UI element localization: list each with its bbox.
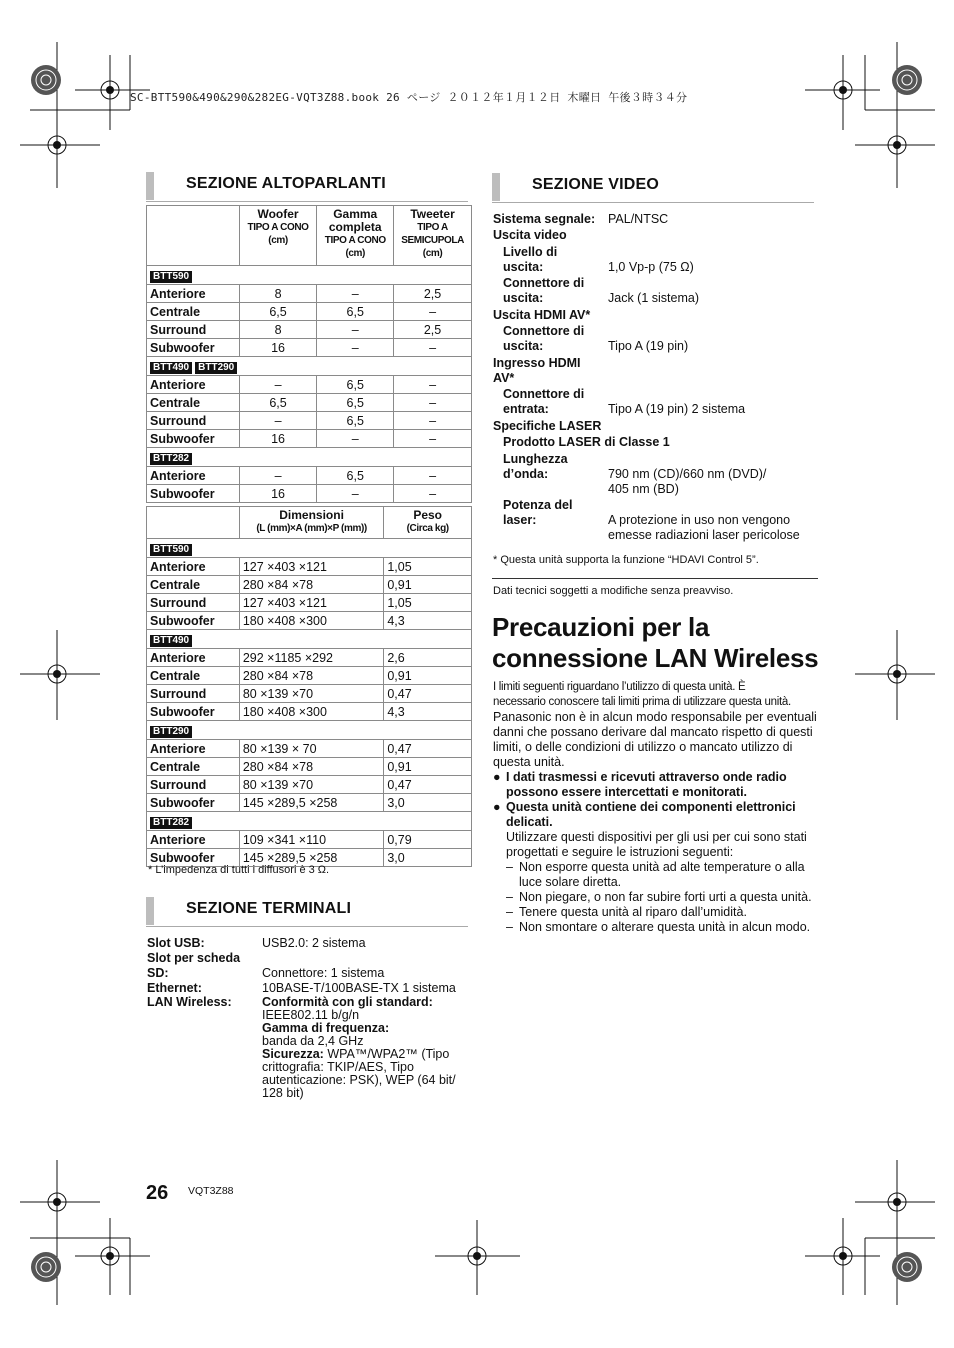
lan-title-line1: Precauzioni per la — [492, 612, 710, 642]
heading-bar — [492, 173, 500, 201]
lan-title-line2: connessione LAN Wireless — [492, 643, 819, 673]
spec-label: Ethernet: — [147, 981, 202, 995]
terminals-specs — [147, 936, 477, 1106]
spec-value: crittografia: TKIP/AES, Tipo — [262, 1060, 414, 1074]
col-dimensions: Dimensioni (L (mm)×A (mm)×P (mm)) — [239, 507, 384, 539]
spec-label: Livello di — [503, 245, 558, 259]
spec-label: Specifiche LASER — [493, 419, 602, 433]
heading-rule — [146, 201, 468, 202]
video-heading-text: SEZIONE VIDEO — [532, 176, 660, 193]
spec-label: Connettore di — [503, 324, 585, 338]
dash-item: – Non smontare o alterare questa unità in alcun modo. — [506, 920, 811, 934]
bullet-item: ● I dati trasmessi e ricevuti attraverso onde radio possono essere intercettati e monitorati. — [493, 770, 787, 799]
spec-notice: Dati tecnici soggetti a modifiche senza preavviso. — [493, 585, 734, 597]
table-row: Anteriore 127 ×403 ×121 1,05 — [147, 558, 472, 576]
table-row: Centrale 6,5 6,5 – — [147, 394, 472, 412]
col-woofer: Woofer TIPO A CONO (cm) — [239, 206, 317, 266]
video-specs — [493, 212, 823, 547]
terminals-heading-text: SEZIONE TERMINALI — [186, 900, 352, 917]
impedance-footnote: * L’impedenza di tutti i diffusori è 3 Ω. — [148, 864, 330, 876]
spec-value: A protezione in uso non vengono — [608, 513, 791, 527]
model-badge: BTT490 — [150, 635, 192, 647]
spec-label: Connettore di — [503, 387, 585, 401]
spec-sublabel: Gamma di frequenza: — [262, 1021, 390, 1035]
spec-label: Potenza del — [503, 498, 573, 512]
spec-value: 1,0 Vp-p (75 Ω) — [608, 260, 694, 274]
intro-line: necessario conoscere tali limiti prima di utilizzare questa unità. — [493, 696, 791, 708]
model-badge: BTT590 — [150, 544, 192, 556]
bullet-item: ● Questa unità contiene dei componenti elettronici delicati. — [493, 800, 796, 829]
spec-label: LAN Wireless: — [147, 995, 232, 1009]
spec-value: WPA™/WPA2™ (Tipo — [327, 1047, 450, 1061]
model-badge: BTT590 — [150, 271, 192, 283]
table-row: Centrale 6,5 6,5 – — [147, 303, 472, 321]
speaker-table — [146, 205, 472, 503]
table-row: Subwoofer 16 – – — [147, 339, 472, 357]
table-row: Subwoofer 180 ×408 ×300 4,3 — [147, 612, 472, 630]
table-row: Surround 8 – 2,5 — [147, 321, 472, 339]
heading-bar — [146, 897, 154, 925]
spec-label: SD: — [147, 966, 169, 980]
heading-rule — [492, 202, 814, 203]
table-row: Subwoofer 16 – – — [147, 430, 472, 448]
table-row: Surround 80 ×139 ×70 0,47 — [147, 685, 472, 703]
table-row: Subwoofer 145 ×289,5 ×258 3,0 — [147, 794, 472, 812]
document-code: VQT3Z88 — [188, 1185, 234, 1197]
corner-cell — [147, 507, 240, 539]
dash-item: – Non piegare, o non far subire forti urti a questa unità. — [506, 890, 812, 904]
terminals-heading — [146, 897, 468, 925]
table-row: Anteriore – 6,5 – — [147, 467, 472, 485]
model-badge: BTT490 — [150, 362, 192, 374]
table-row: Anteriore 109 ×341 ×110 0,79 — [147, 831, 472, 849]
spec-label: Uscita HDMI AV* — [493, 308, 591, 322]
spec-label: Slot per scheda — [147, 951, 241, 965]
spec-label: Slot USB: — [147, 936, 205, 950]
spec-value: autenticazione: PSK), WEP (64 bit/ — [262, 1073, 456, 1087]
spec-label: Prodotto LASER di Classe 1 — [503, 435, 670, 449]
spec-label: laser: — [503, 513, 537, 527]
spec-label: AV* — [493, 371, 515, 385]
dimensions-table — [146, 506, 472, 867]
table-row: Centrale 280 ×84 ×78 0,91 — [147, 758, 472, 776]
heading-rule — [146, 926, 468, 927]
spec-value: Tipo A (19 pin) — [608, 339, 689, 353]
table-row: Subwoofer 145 ×289,5 ×258 3,0 — [147, 849, 472, 867]
heading-bar — [146, 172, 154, 200]
spec-label: uscita: — [503, 260, 544, 274]
divider — [492, 578, 818, 579]
spec-value: PAL/NTSC — [608, 212, 669, 226]
table-row: Surround 80 ×139 ×70 0,47 — [147, 776, 472, 794]
table-row: Anteriore 8 – 2,5 — [147, 285, 472, 303]
table-row: Subwoofer 180 ×408 ×300 4,3 — [147, 703, 472, 721]
spec-label: entrata: — [503, 402, 549, 416]
bullet-detail: Utilizzare questi dispositivi per gli usi per cui sono stati progettati e seguire le istruzioni seguenti: — [506, 830, 807, 859]
model-badge: BTT282 — [150, 453, 192, 465]
col-full-range: Gamma completa TIPO A CONO (cm) — [317, 206, 394, 266]
video-heading — [492, 173, 814, 201]
spec-label: d’onda: — [503, 467, 549, 481]
spec-value: Tipo A (19 pin) 2 sistema — [608, 402, 746, 416]
table-row: Centrale 280 ×84 ×78 0,91 — [147, 667, 472, 685]
spec-sublabel: Sicurezza: — [262, 1047, 324, 1061]
dash-item: – Non esporre questa unità ad alte temperature o alla luce solare diretta. — [506, 860, 805, 889]
spec-label: Lunghezza — [503, 452, 568, 466]
spec-value: Connettore: 1 sistema — [262, 966, 385, 980]
table-row: Anteriore – 6,5 – — [147, 376, 472, 394]
spec-label: Sistema segnale: — [493, 212, 596, 226]
spec-value: USB2.0: 2 sistema — [262, 936, 366, 950]
table-row: Centrale 280 ×84 ×78 0,91 — [147, 576, 472, 594]
col-tweeter: Tweeter TIPO A SEMICUPOLA (cm) — [394, 206, 472, 266]
spec-value: emesse radiazioni laser pericolose — [608, 528, 800, 542]
speakers-heading-text: SEZIONE ALTOPARLANTI — [186, 175, 386, 192]
spec-value: 10BASE-T/100BASE-TX 1 sistema — [262, 981, 456, 995]
hdavi-footnote: * Questa unità supporta la funzione “HDAVI Control 5”. — [493, 554, 759, 566]
speakers-heading — [146, 172, 468, 200]
intro-paragraph: Panasonic non è in alcun modo responsabile per eventuali danni che possano derivare dal mancato rispetto di questi limiti, o delle condizioni di utilizzo o mancato utilizzo di questa unità. — [493, 710, 817, 769]
model-badge: BTT290 — [195, 362, 237, 374]
book-header: SC-BTT590&490&290&282EG-VQT3Z88.book 26 ページ ２０１２年１月１２日 木曜日 午後３時３４分 — [130, 91, 688, 104]
spec-value: Jack (1 sistema) — [608, 291, 699, 305]
spec-value: banda da 2,4 GHz — [262, 1034, 364, 1048]
table-row: Surround 127 ×403 ×121 1,05 — [147, 594, 472, 612]
col-weight: Peso (Circa kg) — [384, 507, 472, 539]
intro-line: I limiti seguenti riguardano l’utilizzo di questa unità. È — [493, 681, 746, 693]
spec-label: uscita: — [503, 339, 544, 353]
table-row: Anteriore 292 ×1185 ×292 2,6 — [147, 649, 472, 667]
table-row: Subwoofer 16 – – — [147, 485, 472, 503]
spec-value: 405 nm (BD) — [608, 482, 679, 496]
spec-value: 128 bit) — [262, 1086, 304, 1100]
lan-body — [493, 680, 823, 935]
spec-value: IEEE802.11 b/g/n — [262, 1008, 360, 1022]
lan-title — [492, 612, 818, 674]
spec-label: Ingresso HDMI — [493, 356, 581, 370]
spec-label: Uscita video — [493, 228, 567, 242]
model-badge: BTT282 — [150, 817, 192, 829]
spec-value: 790 nm (CD)/660 nm (DVD)/ — [608, 467, 767, 481]
dash-item: – Tenere questa unità al riparo dall’umidità. — [506, 905, 747, 919]
spec-sublabel: Conformità con gli standard: — [262, 995, 433, 1009]
corner-cell — [147, 206, 240, 266]
table-row: Anteriore 80 ×139 × 70 0,47 — [147, 740, 472, 758]
table-row: Surround – 6,5 – — [147, 412, 472, 430]
spec-label: Connettore di — [503, 276, 585, 290]
model-badge: BTT290 — [150, 726, 192, 738]
spec-label: uscita: — [503, 291, 544, 305]
page-number: 26 — [146, 1182, 169, 1204]
